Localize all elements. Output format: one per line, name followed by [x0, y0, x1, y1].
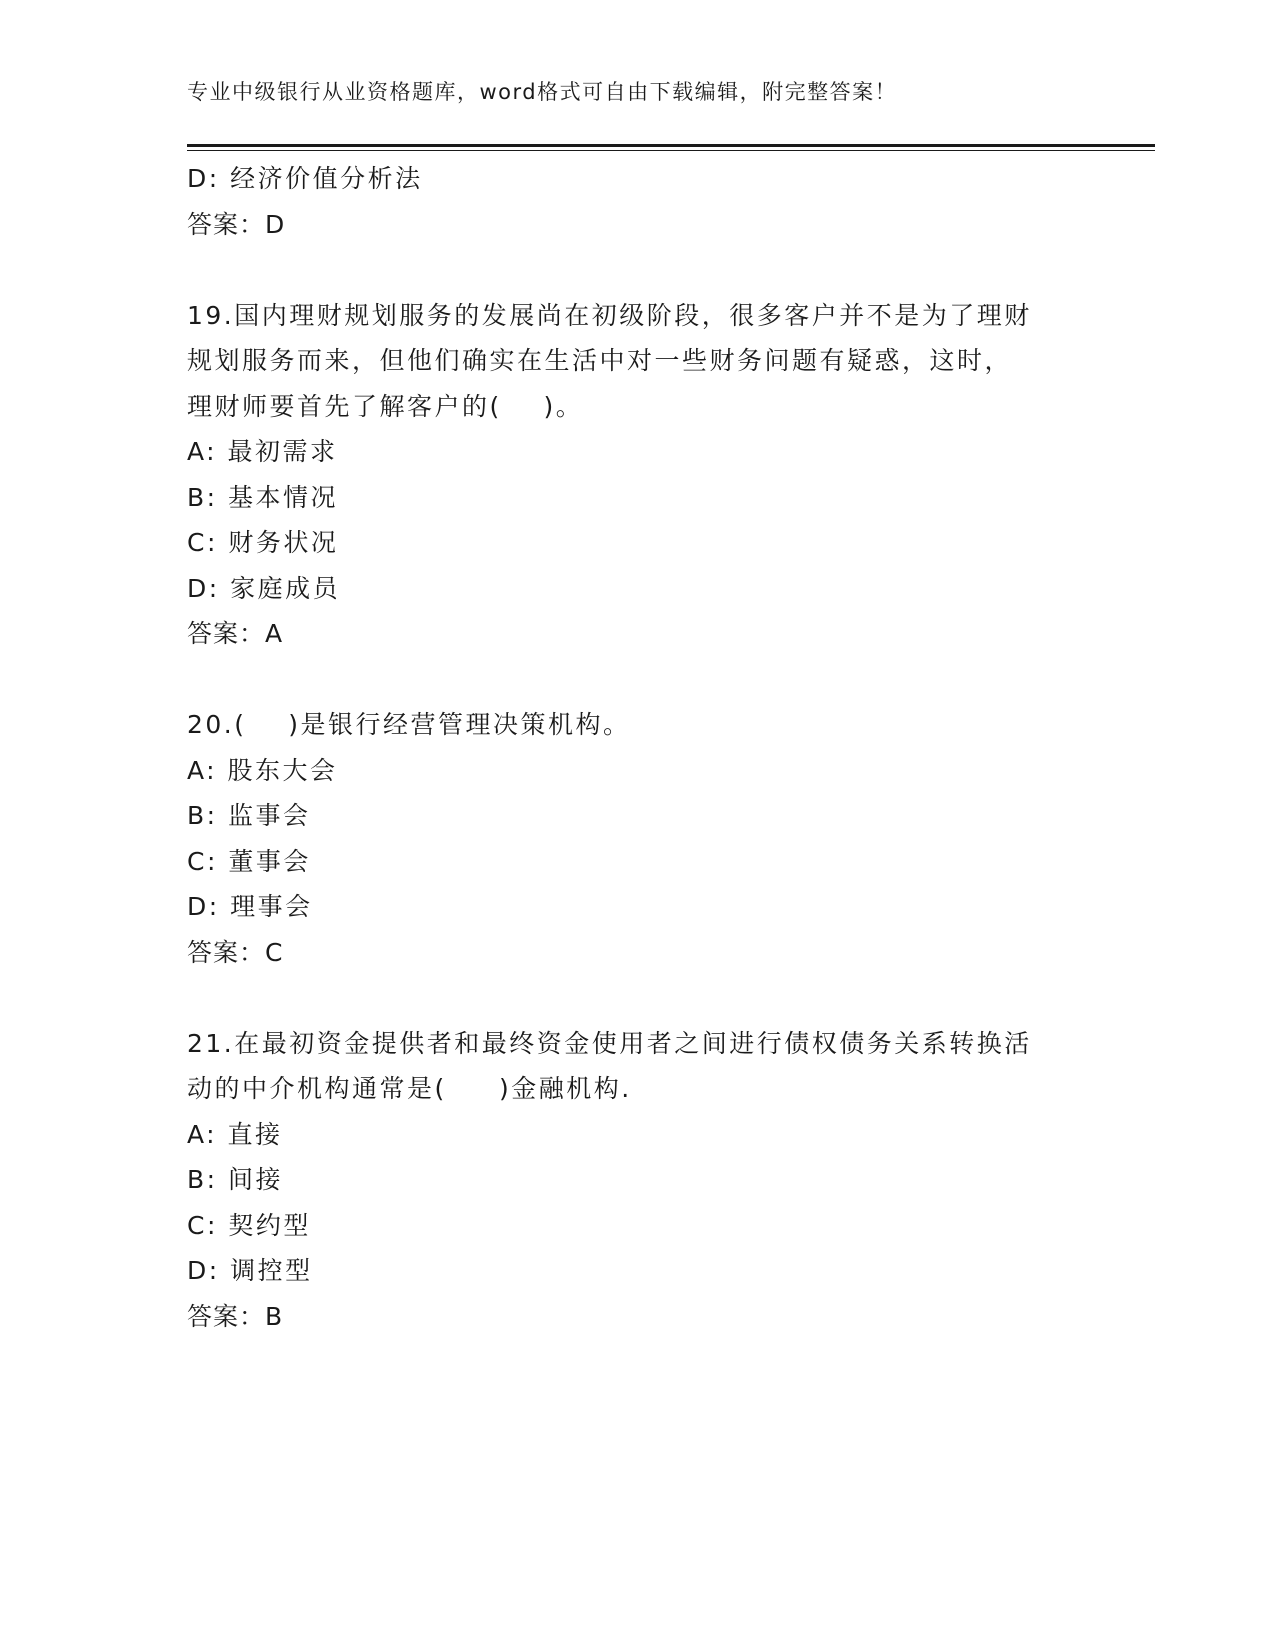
option-c: C: 董事会	[187, 846, 311, 876]
previous-question-tail	[187, 156, 1087, 247]
question-stem-line: 19.国内理财规划服务的发展尚在初级阶段，很多客户并不是为了理财	[187, 300, 1032, 330]
question-content	[187, 156, 1087, 1339]
page-header: 专业中级银行从业资格题库，word格式可自由下载编辑，附完整答案！	[187, 80, 898, 104]
option-d: D: 调控型	[187, 1256, 313, 1285]
question-19	[187, 293, 1087, 657]
answer-line: 答案：A	[187, 619, 284, 648]
spacer	[187, 247, 1087, 293]
option-c: C: 财务状况	[187, 528, 339, 557]
option-d: D: 经济价值分析法	[187, 164, 423, 193]
header-rule-thick	[187, 144, 1155, 147]
spacer	[187, 657, 1087, 703]
option-a: A: 最初需求	[187, 437, 338, 466]
option-c: C: 契约型	[187, 1210, 311, 1240]
option-d: D: 理事会	[187, 892, 313, 921]
question-stem-line: 规划服务而来，但他们确实在生活中对一些财务问题有疑惑，这时，	[187, 346, 1013, 375]
option-a: A: 直接	[187, 1119, 283, 1149]
question-21	[187, 1021, 1087, 1340]
question-stem-line: 理财师要首先了解客户的( )。	[187, 391, 584, 421]
spacer	[187, 975, 1087, 1021]
option-b: B: 间接	[187, 1165, 284, 1194]
header-rule-thin	[187, 150, 1155, 151]
question-stem-line: 21.在最初资金提供者和最终资金使用者之间进行债权债务关系转换活	[187, 1028, 1032, 1058]
question-stem-line: 20.( )是银行经营管理决策机构。	[187, 710, 631, 739]
answer-line: 答案：B	[187, 1301, 284, 1331]
option-a: A: 股东大会	[187, 755, 338, 785]
option-d: D: 家庭成员	[187, 573, 341, 603]
option-b: B: 监事会	[187, 801, 311, 830]
question-20	[187, 702, 1087, 975]
answer-line: 答案：D	[187, 209, 286, 239]
question-stem-line: 动的中介机构通常是( )金融机构.	[187, 1074, 632, 1103]
option-b: B: 基本情况	[187, 482, 339, 512]
answer-line: 答案：C	[187, 937, 284, 967]
